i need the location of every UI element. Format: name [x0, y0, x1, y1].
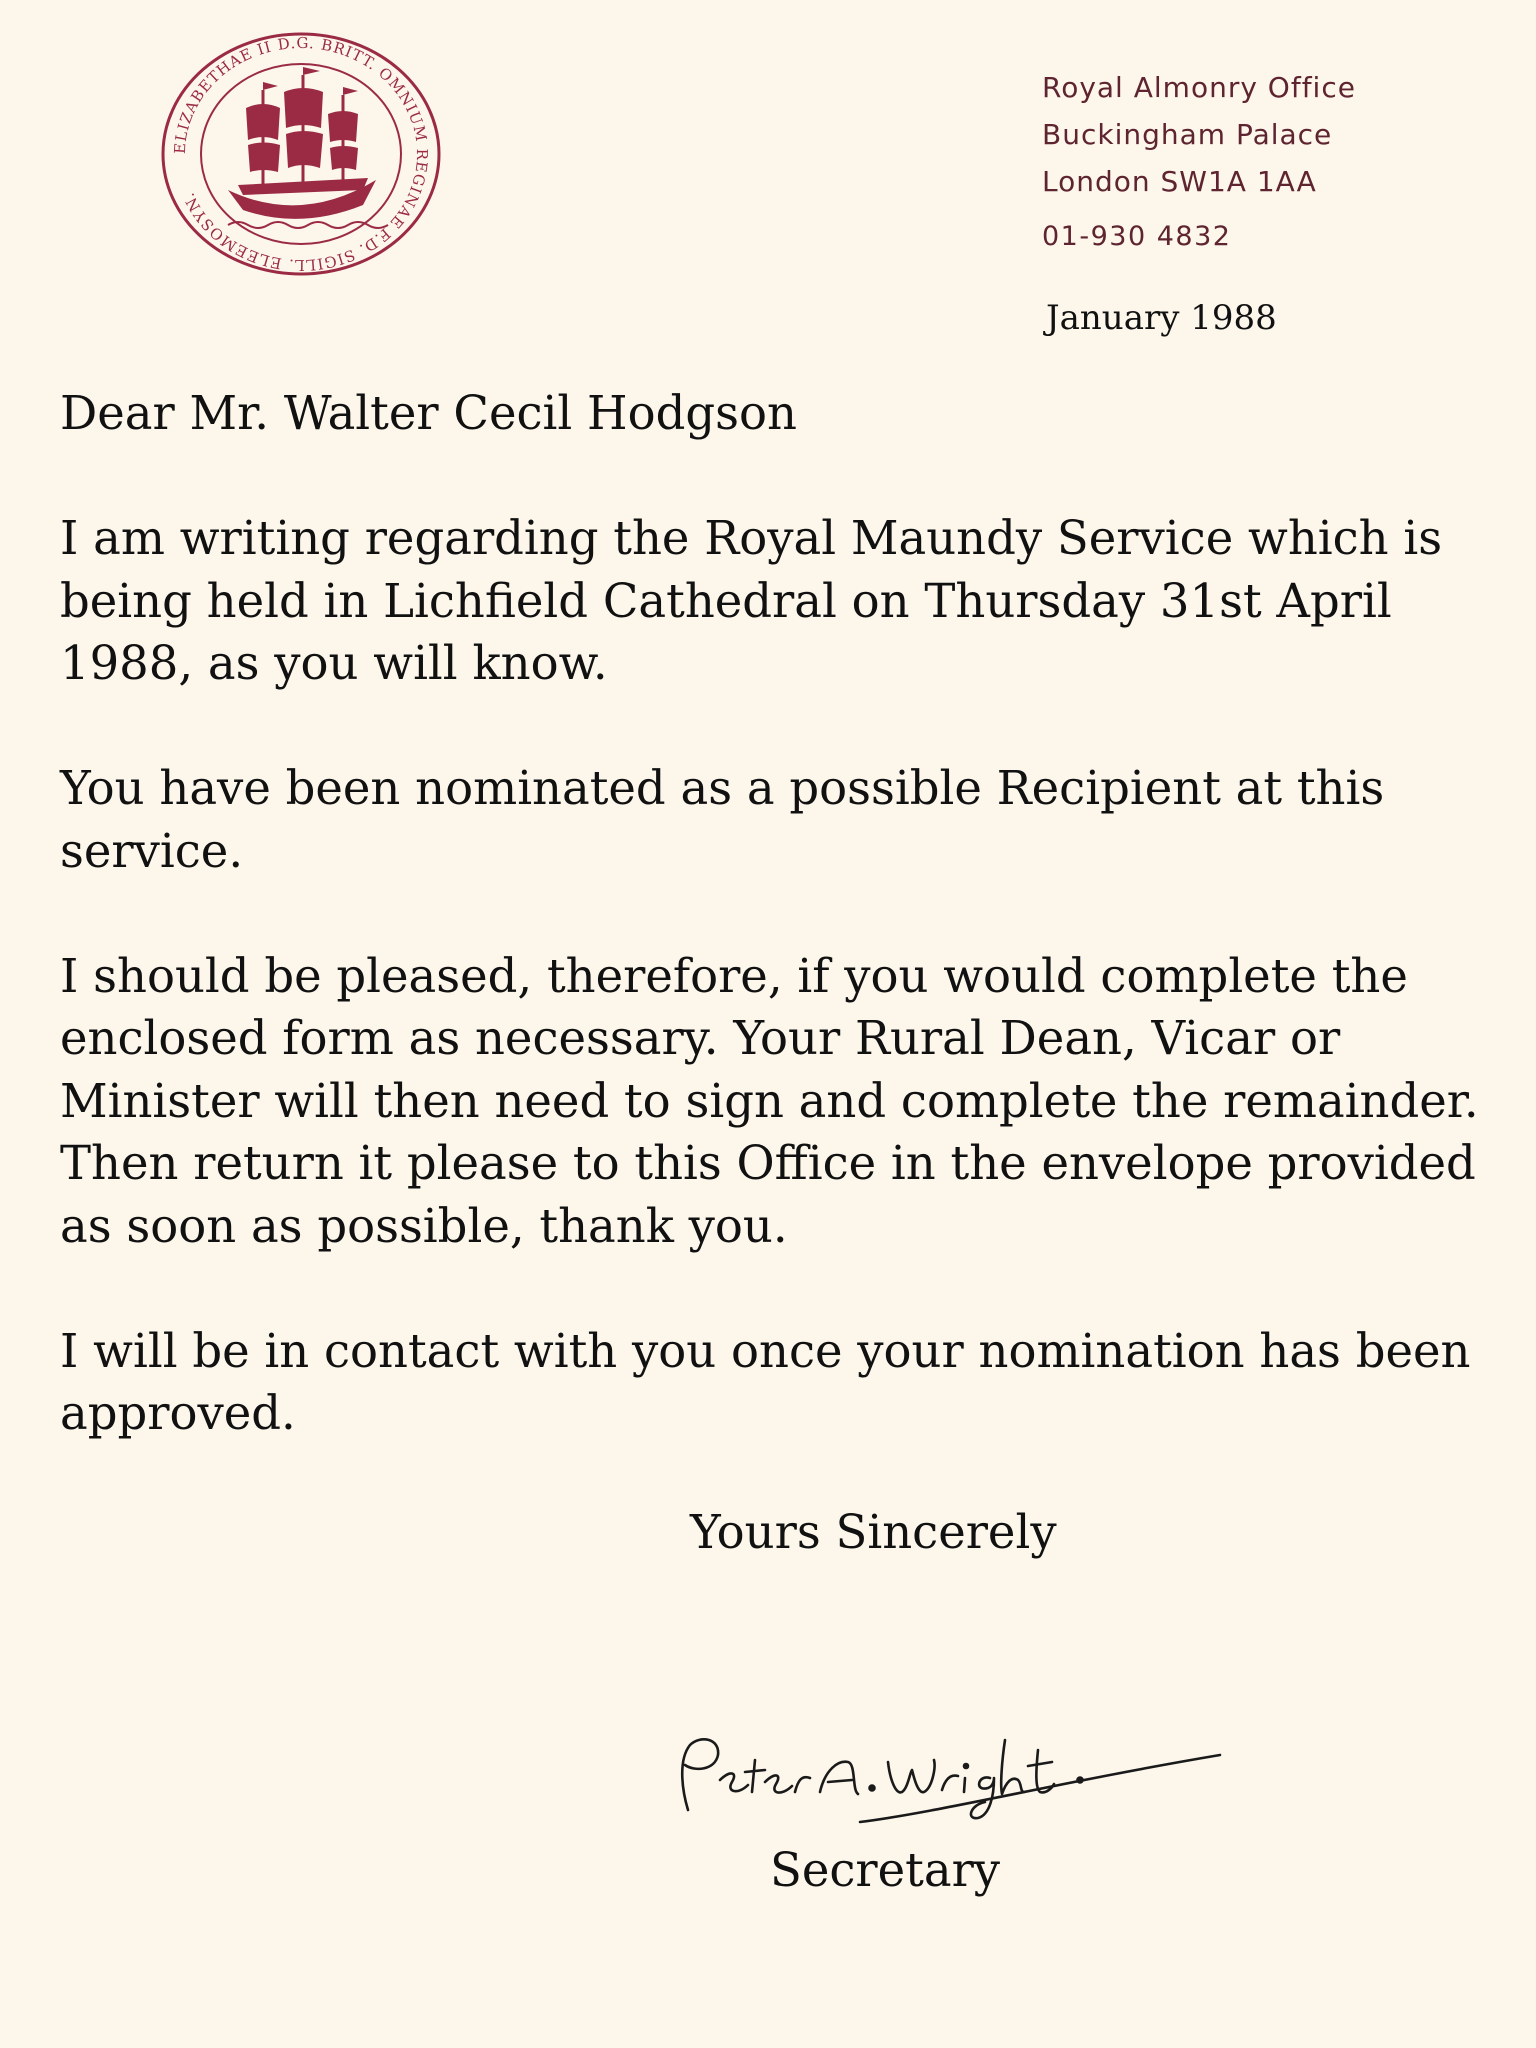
paragraph: You have been nominated as a possible Recipient at this service. — [60, 761, 1385, 878]
paragraph: I will be in contact with you once your nomination has been approved. — [60, 1323, 1471, 1440]
seal-inscription: ELIZABETHAE II D.G. BRITT. OMNIUM REGINAE F.D. SIGILL. ELEEMOSYN. — [170, 33, 432, 275]
letter-date: January 1988 — [1046, 298, 1277, 338]
letter-body — [60, 382, 1480, 1507]
office-address — [1042, 64, 1356, 205]
paragraph: I should be pleased, therefore, if you would complete the enclosed form as necessary. Your Rural Dean, Vicar or Minister will then need to sign and complete the remainder. Then return it please to this Office in the envelope provided as soon as possible, thank you. — [60, 948, 1479, 1253]
address-line: Royal Almonry Office — [1042, 71, 1356, 104]
closing: Yours Sincerely — [690, 1505, 1057, 1559]
address-line: London SW1A 1AA — [1042, 165, 1317, 198]
handwritten-signature-icon — [660, 1700, 1240, 1830]
address-line: Buckingham Palace — [1042, 118, 1333, 151]
royal-seal — [158, 30, 444, 278]
paragraph: I am writing regarding the Royal Maundy Service which is being held in Lichfield Cathedral on Thursday 31st April 1988, as you will know. — [60, 511, 1443, 690]
office-phone: 01-930 4832 — [1042, 221, 1232, 252]
ship-seal-icon — [158, 30, 444, 278]
signatory-role: Secretary — [770, 1843, 1001, 1897]
signature — [660, 1700, 1240, 1830]
salutation: Dear Mr. Walter Cecil Hodgson — [60, 386, 797, 440]
